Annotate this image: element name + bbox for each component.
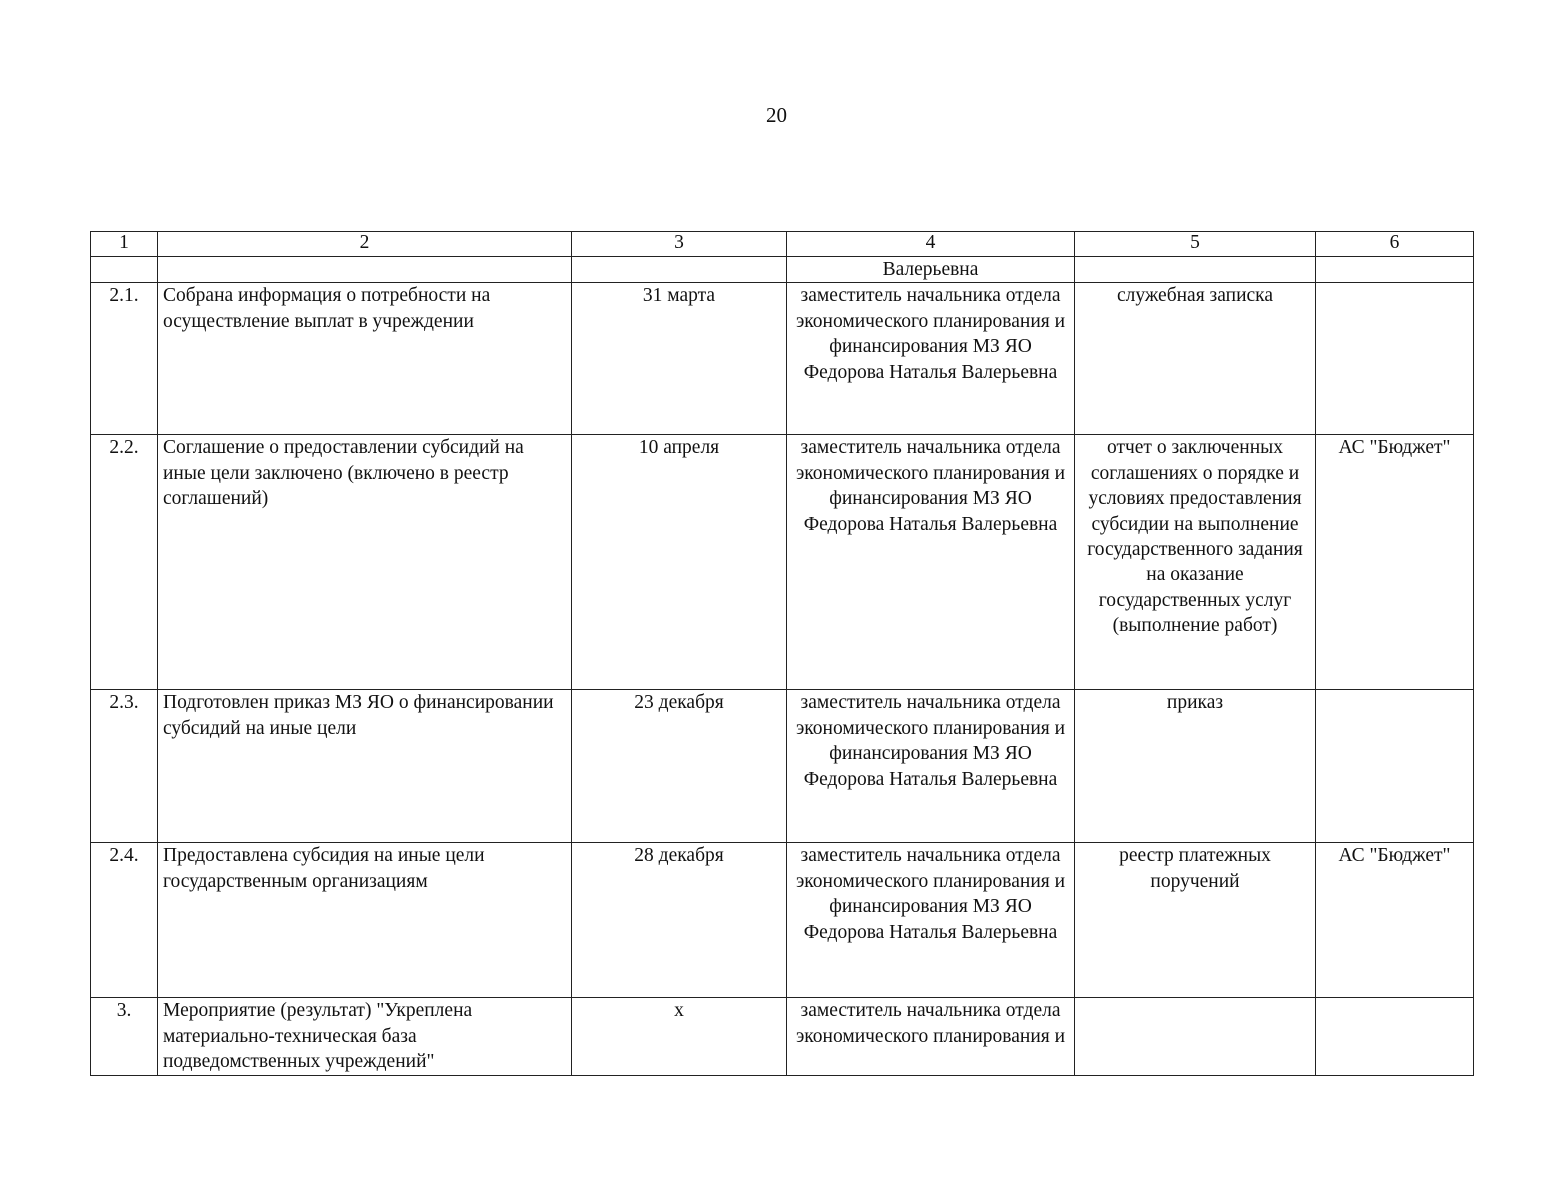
activity-cell: Собрана информация о потребности на осуществление выплат в учреждении	[158, 283, 572, 435]
activity-cell: Мероприятие (результат) "Укреплена материально-техническая база подведомственных учреждений"	[158, 998, 572, 1075]
header-cell: 2	[158, 232, 572, 257]
table-row	[91, 843, 1474, 998]
row-number: 2.1.	[91, 283, 158, 435]
responsible-cell: заместитель начальника отдела экономического планирования и финансирования МЗ ЯО Федорова Наталья Валерьевна	[787, 843, 1075, 998]
document-cell: реестр платежных поручений	[1075, 843, 1316, 998]
row-number: 3.	[91, 998, 158, 1075]
system-cell	[1316, 283, 1474, 435]
row-number: 2.2.	[91, 435, 158, 690]
table-row	[91, 435, 1474, 690]
system-cell	[1316, 998, 1474, 1075]
document-cell: отчет о заключенных соглашениях о порядке и условиях предоставления субсидии на выполнение государственного задания на оказание государственных услуг (выполнение работ)	[1075, 435, 1316, 690]
responsible-cell: Валерьевна	[787, 257, 1075, 283]
activity-cell: Предоставлена субсидия на иные цели государственным организациям	[158, 843, 572, 998]
activity-cell: Подготовлен приказ МЗ ЯО о финансировании субсидий на иные цели	[158, 690, 572, 843]
row-number: 2.3.	[91, 690, 158, 843]
deadline-cell: 23 декабря	[572, 690, 787, 843]
system-cell	[1316, 257, 1474, 283]
deadline-cell: 28 декабря	[572, 843, 787, 998]
deadline-cell: х	[572, 998, 787, 1075]
deadline-cell	[572, 257, 787, 283]
deadline-cell: 10 апреля	[572, 435, 787, 690]
responsible-cell: заместитель начальника отдела экономического планирования и финансирования МЗ ЯО Федорова Наталья Валерьевна	[787, 690, 1075, 843]
table-row	[91, 283, 1474, 435]
plan-table	[90, 231, 1474, 1076]
header-cell: 5	[1075, 232, 1316, 257]
header-cell: 1	[91, 232, 158, 257]
document-cell	[1075, 998, 1316, 1075]
header-cell: 4	[787, 232, 1075, 257]
table-row	[91, 257, 1474, 283]
row-number	[91, 257, 158, 283]
header-cell: 3	[572, 232, 787, 257]
table-header-row	[91, 232, 1474, 257]
document-cell: служебная записка	[1075, 283, 1316, 435]
responsible-cell: заместитель начальника отдела экономического планирования и финансирования МЗ ЯО Федорова Наталья Валерьевна	[787, 435, 1075, 690]
responsible-cell: заместитель начальника отдела экономического планирования и финансирования МЗ ЯО Федорова Наталья Валерьевна	[787, 283, 1075, 435]
table-row	[91, 998, 1474, 1075]
page-number: 20	[766, 103, 787, 127]
activity-cell	[158, 257, 572, 283]
document-cell	[1075, 257, 1316, 283]
activity-cell: Соглашение о предоставлении субсидий на иные цели заключено (включено в реестр соглашений)	[158, 435, 572, 690]
deadline-cell: 31 марта	[572, 283, 787, 435]
document-cell: приказ	[1075, 690, 1316, 843]
header-cell: 6	[1316, 232, 1474, 257]
system-cell	[1316, 690, 1474, 843]
system-cell: АС "Бюджет"	[1316, 435, 1474, 690]
row-number: 2.4.	[91, 843, 158, 998]
system-cell: АС "Бюджет"	[1316, 843, 1474, 998]
table-row	[91, 690, 1474, 843]
responsible-cell: заместитель начальника отдела экономического планирования и	[787, 998, 1075, 1075]
